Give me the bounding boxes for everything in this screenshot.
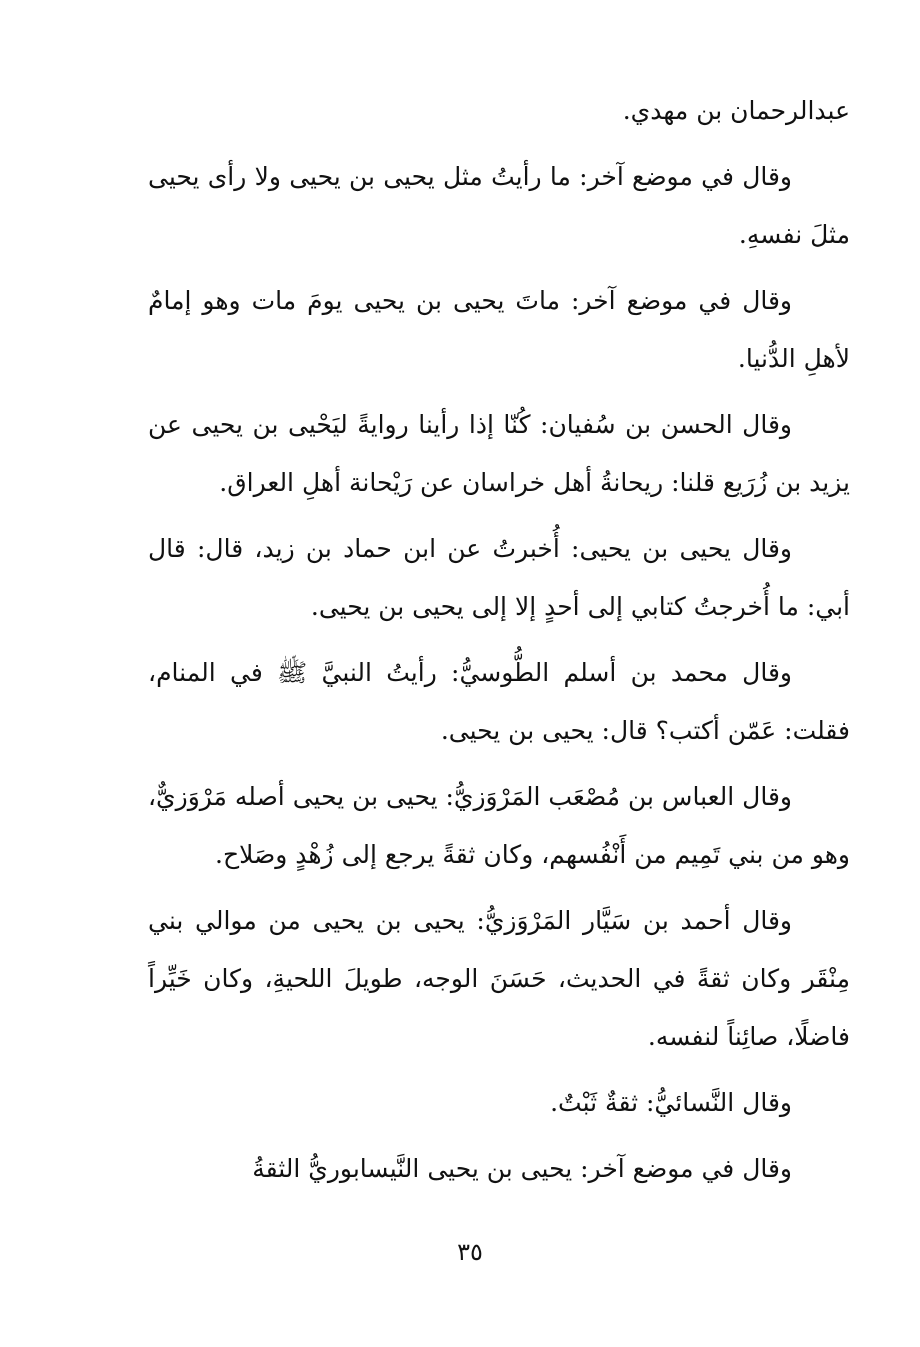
paragraph: وقال العباس بن مُصْعَب المَرْوَزيُّ: يحيى بن يحيى أصله مَرْوَزيٌّ، وهو من بني تَمِيم من أَنْفُسهم، وكان ثقةً يرجع إلى زُهْدٍ وصَلاح. bbox=[147, 782, 850, 869]
paragraph: وقال في موضع آخر: يحيى بن يحيى النَّيسابوريُّ الثقةُ bbox=[252, 1154, 792, 1183]
paragraph: وقال يحيى بن يحيى: أُخبرتُ عن ابن حماد بن زيد، قال: قال أبي: ما أُخرجتُ كتابي إلى أحدٍ إلا إلى يحيى بن يحيى. bbox=[148, 534, 850, 621]
page-number: ٣٥ bbox=[457, 1238, 483, 1266]
paragraph: عبدالرحمان بن مهدي. bbox=[622, 96, 850, 125]
paragraph: وقال النَّسائيُّ: ثقةٌ ثَبْتٌ. bbox=[550, 1088, 792, 1117]
paragraph: وقال في موضع آخر: ماتَ يحيى بن يحيى يومَ مات وهو إمامٌ لأهلِ الدُّنيا. bbox=[148, 286, 850, 373]
paragraph: وقال الحسن بن سُفيان: كُنّا إذا رأينا روايةً ليَحْيى بن يحيى عن يزيد بن زُرَيع قلنا: ريحانةُ أهل خراسان عن رَيْحانة أهلِ العراق. bbox=[148, 410, 850, 497]
paragraph: وقال محمد بن أسلم الطُّوسيُّ: رأيتُ النبيَّ ﷺ في المنام، فقلت: عَمّن أكتب؟ قال: يحيى بن يحيى. bbox=[148, 658, 850, 745]
body-text bbox=[148, 82, 850, 1206]
paragraph: وقال أحمد بن سَيَّار المَرْوَزيُّ: يحيى بن يحيى من موالي بني مِنْقَر وكان ثقةً في الحديث، حَسَنَ الوجه، طويلَ اللحيةِ، وكان خَيِّراً فاضلًا، صائِناً لنفسه. bbox=[148, 906, 850, 1051]
paragraph: وقال في موضع آخر: ما رأيتُ مثل يحيى بن يحيى ولا رأى يحيى مثلَ نفسهِ. bbox=[148, 162, 850, 249]
